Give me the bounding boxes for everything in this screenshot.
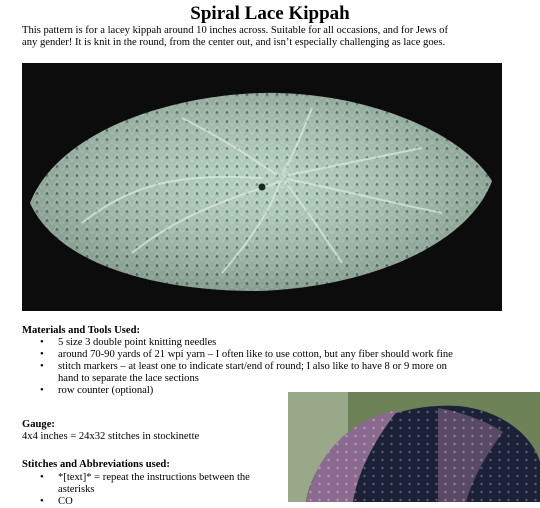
list-item-continuation: asterisks: [58, 484, 95, 495]
list-item: • row counter (optional): [22, 385, 453, 397]
list-item-continuation: hand to separate the lace sections: [58, 373, 199, 384]
intro-paragraph: [22, 25, 522, 49]
materials-list: [22, 337, 453, 397]
stitches-list: [22, 472, 250, 508]
intro-line-1: This pattern is for a lacey kippah around 10 inches across. Suitable for all occasions, and for Jews of: [22, 25, 448, 36]
materials-heading: Materials and Tools Used:: [22, 325, 141, 336]
gauge-heading: Gauge:: [22, 419, 55, 430]
kippah-photo-drawing: [22, 63, 502, 311]
kippah-photo: [22, 63, 502, 311]
page-title: Spiral Lace Kippah: [190, 3, 350, 24]
list-item: • *[text]* = repeat the instructions between the: [22, 472, 250, 484]
stitches-heading: Stitches and Abbreviations used:: [22, 459, 170, 470]
list-item: • 5 size 3 double point knitting needles: [22, 337, 453, 349]
list-item: • around 70-90 yards of 21 wpi yarn – I often like to use cotton, but any fiber should work fine: [22, 349, 453, 361]
intro-line-2: any gender! It is knit in the round, from the center out, and isn’t especially challenging as lace goes.: [22, 37, 446, 49]
gauge-text: 4x4 inches = 24x32 stitches in stockinette: [22, 431, 200, 442]
second-kippah-photo: [288, 392, 540, 502]
list-item: • CO: [22, 496, 250, 508]
second-kippah-drawing: [288, 392, 540, 502]
list-item: • stitch markers – at least one to indicate start/end of round; I also like to have 8 or 9 more on: [22, 361, 453, 373]
